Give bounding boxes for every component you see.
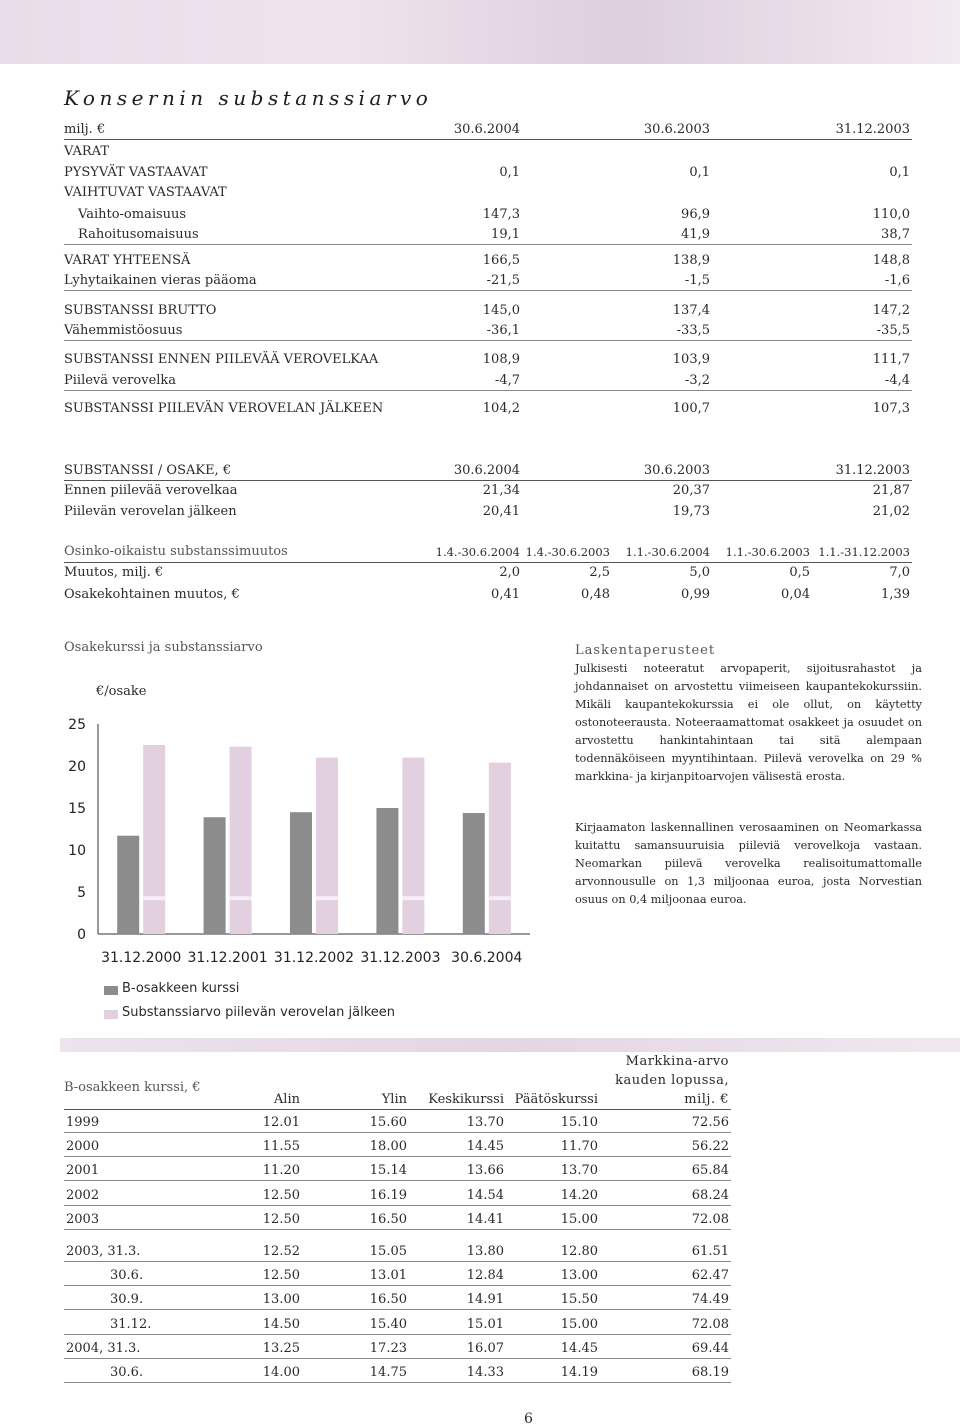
period-header: 1.1.-31.12.2003 xyxy=(818,545,910,559)
date-header: 30.6.2004 xyxy=(453,463,520,478)
row-value: 68.24 xyxy=(691,1187,729,1203)
row-label: Piilevän verovelan jälkeen xyxy=(64,504,237,519)
row-value: 0,1 xyxy=(689,165,710,180)
divider xyxy=(64,1382,731,1383)
y-tick-label: 5 xyxy=(77,885,86,901)
row-value: 108,9 xyxy=(482,352,520,367)
row-value: 14.20 xyxy=(560,1187,598,1203)
row-value: 12.01 xyxy=(262,1115,300,1130)
principles-paragraph: Kirjaamaton laskennallinen verosaaminen on Neomarkassa kuitattu samansuuruisia piileviä verovelkoja vastaan. Neomarkan piilevä verovelka realisoitumattomalle arvonnousulle on 1,3 miljoonaa euroa, josta Norvestian osuus on 0,4 miljoonaa euroa. xyxy=(575,821,922,906)
row-value: 13.66 xyxy=(466,1163,504,1179)
row-label: VARAT YHTEENSÄ xyxy=(64,253,191,268)
row-value: 14.45 xyxy=(560,1340,598,1356)
bar-share-price xyxy=(290,812,312,934)
row-value: 11.55 xyxy=(262,1139,300,1155)
row-value: 16.07 xyxy=(466,1340,504,1356)
row-label: Osakekohtainen muutos, € xyxy=(64,587,240,602)
row-label: SUBSTANSSI PIILEVÄN VEROVELAN JÄLKEEN xyxy=(64,401,384,416)
row-value: -1,6 xyxy=(884,273,910,288)
divider xyxy=(64,1229,731,1230)
bar-highlight xyxy=(489,896,511,900)
period-header: 1.4.-30.6.2004 xyxy=(435,545,520,559)
section-heading: VARAT xyxy=(64,144,110,159)
principles-heading: Laskentaperusteet xyxy=(575,643,716,658)
bar-share-price xyxy=(117,836,139,934)
row-value: 21,34 xyxy=(482,483,520,498)
row-value: 15.14 xyxy=(369,1163,407,1179)
row-value: 15.40 xyxy=(369,1316,407,1332)
row-value: 0,1 xyxy=(499,165,520,180)
page-title: Konsernin substanssiarvo xyxy=(64,86,433,110)
bar-share-price xyxy=(376,808,398,934)
bar-highlight xyxy=(143,896,165,900)
row-value: 41,9 xyxy=(681,227,710,242)
row-value: 0,1 xyxy=(889,165,910,180)
row-label: 31.12. xyxy=(110,1316,152,1332)
row-value: -21,5 xyxy=(486,273,520,288)
section-heading: Osinko-oikaistu substanssimuutos xyxy=(64,544,288,559)
row-value: 74.49 xyxy=(691,1292,729,1308)
row-value: 145,0 xyxy=(482,303,520,318)
legend-label: B-osakkeen kurssi xyxy=(122,981,240,996)
row-label: 2003 xyxy=(66,1211,100,1227)
mcap-header: kauden lopussa, xyxy=(615,1073,729,1088)
row-value: 68.19 xyxy=(691,1365,729,1380)
row-value: 56.22 xyxy=(691,1139,729,1155)
divider xyxy=(64,139,912,140)
divider xyxy=(64,1285,731,1286)
divider xyxy=(64,244,912,245)
row-label: 30.9. xyxy=(110,1292,144,1308)
row-value: 0,5 xyxy=(789,565,810,580)
page-number: 6 xyxy=(524,1411,533,1427)
row-value: 13.80 xyxy=(466,1244,504,1259)
row-value: 0,41 xyxy=(491,587,520,602)
row-value: 15.00 xyxy=(560,1211,598,1227)
row-value: 0,99 xyxy=(681,587,710,602)
divider xyxy=(64,1334,731,1335)
row-value: 13.70 xyxy=(466,1115,504,1130)
divider xyxy=(64,1261,731,1262)
row-value: 107,3 xyxy=(872,401,910,416)
row-value: 103,9 xyxy=(672,352,710,367)
row-value: 14.50 xyxy=(262,1316,300,1332)
row-value: 19,73 xyxy=(672,504,710,519)
legend-swatch xyxy=(104,986,118,995)
divider xyxy=(64,1205,731,1206)
row-value: 13.00 xyxy=(560,1268,598,1284)
bar-substance-value xyxy=(489,763,511,934)
row-label: 2000 xyxy=(66,1139,100,1155)
row-label: SUBSTANSSI BRUTTO xyxy=(64,303,217,318)
row-value: 14.45 xyxy=(466,1139,504,1155)
bar-share-price xyxy=(204,817,226,934)
row-value: 21,02 xyxy=(872,504,910,519)
legend-label: Substanssiarvo piilevän verovelan jälkeen xyxy=(122,1005,396,1020)
row-label: 2002 xyxy=(66,1187,100,1203)
date-header: 30.6.2003 xyxy=(643,122,710,137)
row-value: 16.19 xyxy=(369,1187,407,1203)
row-value: 14.75 xyxy=(369,1365,407,1380)
y-tick-label: 15 xyxy=(68,801,86,817)
row-value: 14.54 xyxy=(466,1187,504,1203)
row-label: 1999 xyxy=(66,1115,100,1130)
row-value: -4,4 xyxy=(884,373,910,388)
divider xyxy=(64,1358,731,1359)
row-label: Rahoitusomaisuus xyxy=(78,227,199,242)
x-tick-label: 31.12.2002 xyxy=(273,950,355,966)
divider xyxy=(64,340,912,341)
row-value: 72.08 xyxy=(691,1211,729,1227)
row-value: 13.70 xyxy=(560,1163,598,1179)
row-value: -36,1 xyxy=(486,323,520,338)
row-value: 65.84 xyxy=(691,1163,729,1179)
row-value: 166,5 xyxy=(482,253,520,268)
divider xyxy=(64,390,912,391)
row-value: 14.33 xyxy=(466,1365,504,1380)
row-value: 14.91 xyxy=(466,1292,504,1308)
bar-substance-value xyxy=(230,747,252,934)
date-header: 30.6.2003 xyxy=(643,463,710,478)
row-value: 2,5 xyxy=(589,565,610,580)
plot-area xyxy=(98,714,530,934)
row-label: SUBSTANSSI ENNEN PIILEVÄÄ VEROVELKAA xyxy=(64,352,379,367)
row-value: 100,7 xyxy=(672,401,710,416)
section-heading: SUBSTANSSI / OSAKE, € xyxy=(64,463,232,478)
section-banner xyxy=(60,1038,960,1052)
chart-ylabel: €/osake xyxy=(96,684,147,699)
row-value: 72.56 xyxy=(691,1115,729,1130)
x-tick-label: 31.12.2003 xyxy=(360,950,441,966)
row-value: 148,8 xyxy=(872,253,910,268)
row-value: 15.00 xyxy=(560,1316,598,1332)
row-value: 61.51 xyxy=(691,1244,729,1259)
row-value: 62.47 xyxy=(691,1268,729,1284)
row-value: 12.80 xyxy=(560,1244,598,1259)
row-value: 13.25 xyxy=(262,1340,300,1356)
bar-substance-value xyxy=(402,758,424,934)
bar-substance-value xyxy=(143,745,165,934)
row-value: 1,39 xyxy=(881,587,910,602)
row-value: 20,41 xyxy=(482,504,520,519)
row-value: 138,9 xyxy=(672,253,710,268)
row-value: 21,87 xyxy=(872,483,910,498)
bar-share-price xyxy=(463,813,485,934)
mcap-header: milj. € xyxy=(684,1092,729,1107)
row-label: 30.6. xyxy=(110,1268,144,1284)
divider xyxy=(64,1109,731,1110)
row-value: 14.41 xyxy=(466,1211,504,1227)
row-label: Lyhytaikainen vieras pääoma xyxy=(64,273,257,288)
row-value: 17.23 xyxy=(369,1340,407,1356)
bar-highlight xyxy=(230,896,252,900)
row-value: 18.00 xyxy=(369,1139,407,1155)
chart-title: Osakekurssi ja substanssiarvo xyxy=(64,640,263,655)
y-tick-label: 20 xyxy=(68,759,86,775)
row-value: 0,48 xyxy=(581,587,610,602)
row-label: 2003, 31.3. xyxy=(66,1244,141,1259)
divider xyxy=(64,1180,731,1181)
row-value: -1,5 xyxy=(684,273,710,288)
unit-label: milj. € xyxy=(64,122,106,137)
y-tick-label: 0 xyxy=(77,927,86,943)
row-value: 147,3 xyxy=(482,207,520,222)
row-value: 12.52 xyxy=(262,1244,300,1259)
divider xyxy=(64,480,912,481)
row-label: Vähemmistöosuus xyxy=(64,323,183,338)
row-value: 72.08 xyxy=(691,1316,729,1332)
row-value: 13.01 xyxy=(369,1268,407,1284)
x-tick-label: 31.12.2001 xyxy=(187,950,268,966)
column-header: Ylin xyxy=(381,1092,407,1107)
row-value: 11.70 xyxy=(560,1139,598,1155)
x-tick-label: 31.12.2000 xyxy=(101,950,182,966)
row-value: 7,0 xyxy=(889,565,910,580)
period-header: 1.1.-30.6.2003 xyxy=(725,545,810,559)
date-header: 31.12.2003 xyxy=(835,463,910,478)
bar-highlight xyxy=(316,896,338,900)
row-value: 5,0 xyxy=(689,565,710,580)
row-value: 12.84 xyxy=(466,1268,504,1284)
row-label: Muutos, milj. € xyxy=(64,565,164,580)
column-header: Alin xyxy=(273,1092,300,1107)
row-value: 137,4 xyxy=(672,303,710,318)
row-value: 111,7 xyxy=(872,352,910,367)
row-label: Piilevä verovelka xyxy=(64,373,177,388)
row-value: 13.00 xyxy=(262,1292,300,1308)
row-value: 14.19 xyxy=(560,1365,598,1380)
row-value: 14.00 xyxy=(262,1365,300,1380)
row-value: -35,5 xyxy=(876,323,910,338)
row-value: 12.50 xyxy=(262,1211,300,1227)
row-value: 104,2 xyxy=(482,401,520,416)
date-header: 31.12.2003 xyxy=(835,122,910,137)
table-title: B-osakkeen kurssi, € xyxy=(64,1080,201,1095)
mcap-header: Markkina-arvo xyxy=(625,1054,729,1069)
y-tick-label: 10 xyxy=(68,843,86,859)
period-header: 1.1.-30.6.2004 xyxy=(625,545,710,559)
row-value: 110,0 xyxy=(872,207,910,222)
row-value: 11.20 xyxy=(262,1163,300,1179)
row-value: -4,7 xyxy=(494,373,520,388)
legend-swatch xyxy=(104,1010,118,1019)
bar-highlight xyxy=(402,896,424,900)
column-header: Keskikurssi xyxy=(428,1092,504,1107)
row-label: Ennen piilevää verovelkaa xyxy=(64,483,238,498)
row-value: 16.50 xyxy=(369,1292,407,1308)
row-value: 15.05 xyxy=(369,1244,407,1259)
divider xyxy=(64,1156,731,1157)
divider xyxy=(64,1309,731,1310)
row-label: 30.6. xyxy=(110,1365,144,1380)
row-value: 0,04 xyxy=(781,587,810,602)
x-tick-label: 30.6.2004 xyxy=(451,950,523,966)
row-value: 19,1 xyxy=(491,227,520,242)
divider xyxy=(64,562,912,563)
column-header: Päätöskurssi xyxy=(514,1092,598,1107)
row-value: 15.10 xyxy=(560,1115,598,1130)
date-header: 30.6.2004 xyxy=(453,122,520,137)
row-value: -3,2 xyxy=(684,373,710,388)
row-value: 15.60 xyxy=(369,1115,407,1130)
row-label: Vaihto-omaisuus xyxy=(78,207,187,222)
row-label: VAIHTUVAT VASTAAVAT xyxy=(64,185,227,200)
divider xyxy=(64,1132,731,1133)
row-value: 38,7 xyxy=(881,227,910,242)
row-value: 12.50 xyxy=(262,1268,300,1284)
row-value: -33,5 xyxy=(676,323,710,338)
row-value: 15.01 xyxy=(466,1316,504,1332)
bar-substance-value xyxy=(316,758,338,934)
row-label: 2004, 31.3. xyxy=(66,1340,141,1356)
row-value: 96,9 xyxy=(681,207,710,222)
row-label: PYSYVÄT VASTAAVAT xyxy=(64,165,208,180)
row-value: 15.50 xyxy=(560,1292,598,1308)
row-value: 69.44 xyxy=(691,1340,729,1356)
header-banner xyxy=(0,0,960,64)
principles-paragraph: Julkisesti noteeratut arvopaperit, sijoitusrahastot ja johdannaiset on arvostettu viimeiseen kaupantekokurssiin. Mikäli kaupantekokurssia ei ole ollut, on käytetty ostonoteerausta. Noteeraamattomat osakkeet ja osuudet on arvostettu hankintahintaan tai sitä alempaan todennäköiseen myyntihintaan. Piilevä verovelka on 29 % markkina- ja kirjanpitoarvojen välisestä erosta. xyxy=(575,662,922,783)
row-value: 147,2 xyxy=(872,303,910,318)
row-value: 16.50 xyxy=(369,1211,407,1227)
row-value: 20,37 xyxy=(672,483,710,498)
row-value: 12.50 xyxy=(262,1187,300,1203)
row-value: 2,0 xyxy=(499,565,520,580)
row-label: 2001 xyxy=(66,1163,100,1179)
y-tick-label: 25 xyxy=(68,717,86,733)
divider xyxy=(64,290,912,291)
period-header: 1.4.-30.6.2003 xyxy=(525,545,610,559)
